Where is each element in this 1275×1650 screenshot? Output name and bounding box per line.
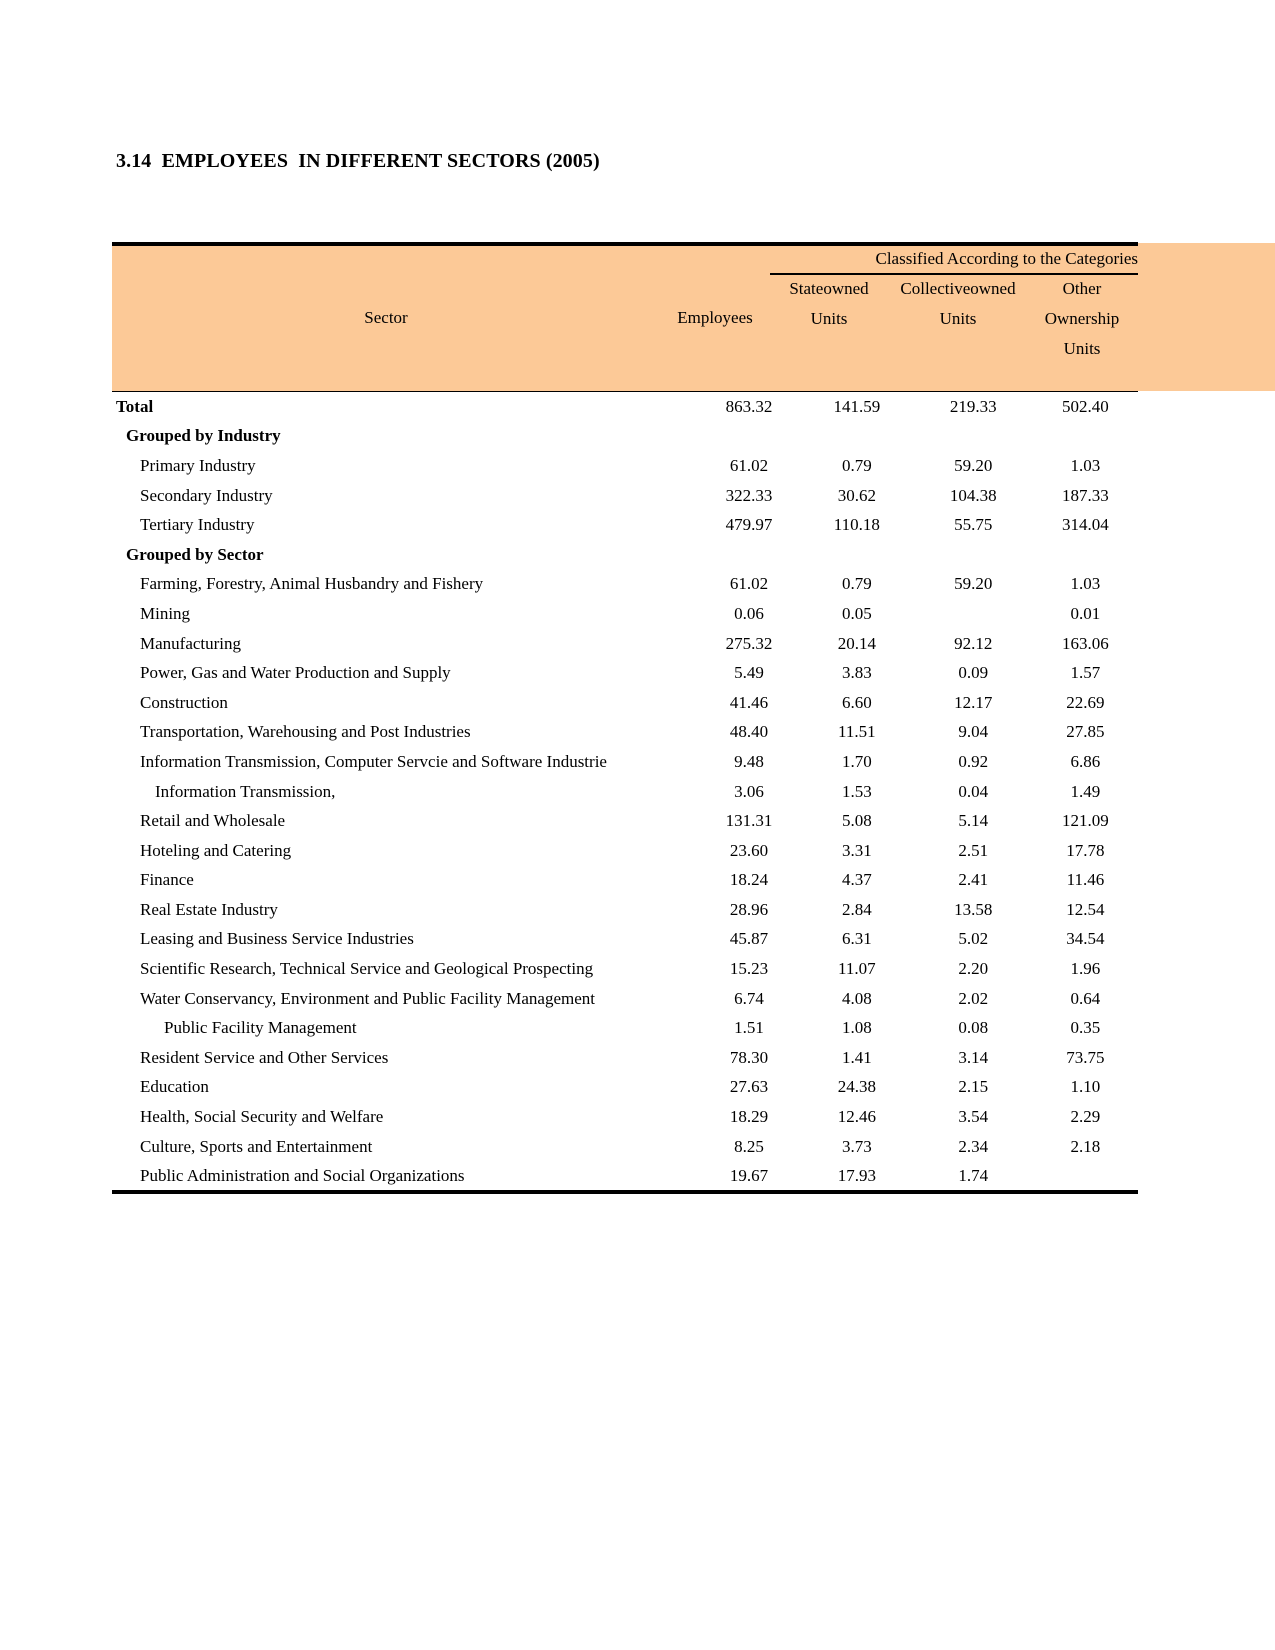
employees-cell: 19.67 [729, 1166, 769, 1186]
stateowned-cell: 0.05 [841, 603, 872, 623]
stateowned-header-line: Units [810, 309, 848, 328]
collectiveowned-cell [914, 540, 1033, 570]
stateowned-cell: 2.84 [841, 899, 872, 919]
collectiveowned-cell: 55.75 [954, 515, 993, 535]
stateowned-column-header [764, 274, 894, 334]
other-ownership-cell [1033, 540, 1138, 570]
employees-cell: 322.33 [725, 485, 773, 505]
sector-label: Public Administration and Social Organizations [140, 1166, 465, 1186]
employees-cell: 41.46 [729, 692, 769, 712]
collectiveowned-cell [914, 599, 1033, 629]
sector-label: Manufacturing [140, 633, 242, 653]
stateowned-cell: 1.53 [841, 781, 872, 801]
table-row [112, 747, 1138, 777]
employees-cell: 3.06 [734, 781, 764, 801]
stateowned-cell: 20.14 [837, 633, 876, 653]
employees-cell: 27.63 [729, 1077, 769, 1097]
employees-cell: 18.29 [729, 1107, 769, 1127]
sector-label: Construction [140, 692, 228, 712]
stateowned-cell: 11.51 [838, 722, 876, 742]
employees-cell: 23.60 [729, 840, 769, 860]
collectiveowned-cell [914, 422, 1033, 452]
other-ownership-cell [1033, 1161, 1138, 1191]
other-ownership-cell: 187.33 [1062, 485, 1109, 505]
employees-cell: 15.23 [729, 959, 769, 979]
stateowned-cell [800, 540, 914, 570]
sector-label: Real Estate Industry [140, 899, 278, 919]
sector-label: Farming, Forestry, Animal Husbandry and Fishery [140, 574, 484, 594]
other-ownership-cell: 2.18 [1070, 1136, 1101, 1156]
table-row [112, 954, 1138, 984]
employees-cell: 45.87 [729, 929, 769, 949]
table-row [112, 895, 1138, 925]
stateowned-cell: 110.18 [833, 515, 880, 535]
other-ownership-cell: 11.46 [1066, 870, 1105, 890]
sector-column-header: Sector [364, 308, 408, 327]
stateowned-cell: 3.73 [841, 1136, 872, 1156]
collectiveowned-cell: 0.09 [958, 663, 989, 683]
other-ownership-cell: 502.40 [1062, 396, 1109, 416]
collectiveowned-cell: 1.74 [958, 1166, 989, 1186]
table-row [112, 836, 1138, 866]
collectiveowned-cell: 0.92 [958, 751, 989, 771]
table-row [112, 1102, 1138, 1132]
sector-label: Public Facility Management [164, 1018, 357, 1038]
employees-cell: 1.51 [734, 1018, 764, 1038]
sector-label: Total [116, 396, 154, 416]
sector-label: Grouped by Sector [126, 544, 264, 564]
sector-label: Secondary Industry [140, 485, 273, 505]
sector-label: Water Conservancy, Environment and Public Facility Management [140, 988, 595, 1008]
sector-label: Information Transmission, Computer Servcie and Software Industrie [140, 751, 607, 771]
other-ownership-cell: 1.49 [1070, 781, 1101, 801]
table-row [112, 777, 1138, 807]
sector-label: Leasing and Business Service Industries [140, 929, 414, 949]
table-row [112, 510, 1138, 540]
sector-label: Primary Industry [140, 455, 256, 475]
table-row [112, 1013, 1138, 1043]
other-ownership-cell: 6.86 [1070, 751, 1101, 771]
sector-label: Health, Social Security and Welfare [140, 1107, 384, 1127]
stateowned-cell: 17.93 [837, 1166, 876, 1186]
collectiveowned-cell: 104.38 [949, 485, 997, 505]
other-ownership-cell: 1.03 [1070, 455, 1101, 475]
employees-cell: 28.96 [729, 899, 769, 919]
table-row [112, 688, 1138, 718]
employees-cell: 6.74 [734, 988, 764, 1008]
employees-cell: 131.31 [725, 811, 773, 831]
sector-label: Mining [140, 603, 191, 623]
other-ownership-cell: 1.03 [1070, 574, 1101, 594]
table-row [112, 451, 1138, 481]
table-row [112, 570, 1138, 600]
other-ownership-cell: 1.57 [1070, 663, 1101, 683]
sector-label: Education [140, 1077, 209, 1097]
other-ownership-cell: 2.29 [1070, 1107, 1101, 1127]
employees-cell: 78.30 [729, 1047, 769, 1067]
table-row [112, 1043, 1138, 1073]
stateowned-cell: 11.07 [838, 959, 876, 979]
table-row [112, 658, 1138, 688]
other-ownership-cell: 163.06 [1062, 633, 1109, 653]
stateowned-cell: 5.08 [841, 811, 872, 831]
employees-cell: 8.25 [734, 1136, 764, 1156]
employees-cell [698, 540, 800, 570]
table-row [112, 599, 1138, 629]
other-ownership-cell: 73.75 [1066, 1047, 1105, 1067]
page-title: 3.14 EMPLOYEES IN DIFFERENT SECTORS (2005) [116, 150, 600, 172]
table-row [112, 392, 1138, 422]
table-row [112, 422, 1138, 452]
sector-label: Finance [140, 870, 194, 890]
employees-cell [698, 422, 800, 452]
employees-cell: 275.32 [725, 633, 773, 653]
collectiveowned-cell: 3.14 [958, 1047, 989, 1067]
other-ownership-cell: 27.85 [1066, 722, 1105, 742]
other-ownership-header-line: Units [1063, 339, 1101, 358]
other-ownership-cell: 12.54 [1066, 899, 1105, 919]
collectiveowned-cell: 59.20 [954, 455, 993, 475]
other-ownership-column-header [1023, 274, 1141, 364]
collectiveowned-cell: 2.41 [958, 870, 989, 890]
stateowned-cell: 1.41 [841, 1047, 872, 1067]
other-ownership-cell [1033, 422, 1138, 452]
sector-label: Hoteling and Catering [140, 840, 292, 860]
collectiveowned-cell: 12.17 [954, 692, 993, 712]
employees-cell: 5.49 [734, 663, 764, 683]
stateowned-cell: 3.31 [841, 840, 872, 860]
stateowned-cell: 3.83 [841, 663, 872, 683]
table-row [112, 984, 1138, 1014]
collectiveowned-header-line: Units [939, 309, 977, 328]
sector-label: Retail and Wholesale [140, 811, 286, 831]
collectiveowned-cell: 2.15 [958, 1077, 989, 1097]
employees-column-header: Employees [677, 308, 753, 327]
stateowned-cell: 12.46 [837, 1107, 876, 1127]
table-row [112, 1132, 1138, 1162]
stateowned-cell: 6.60 [841, 692, 872, 712]
sector-label: Transportation, Warehousing and Post Industries [140, 722, 471, 742]
sector-label: Grouped by Industry [126, 426, 281, 446]
collectiveowned-cell: 5.02 [958, 929, 989, 949]
other-ownership-cell: 0.35 [1070, 1018, 1101, 1038]
collectiveowned-cell: 9.04 [958, 722, 989, 742]
collectiveowned-cell: 0.04 [958, 781, 989, 801]
table-row [112, 540, 1138, 570]
collectiveowned-cell: 5.14 [958, 811, 989, 831]
sector-label: Information Transmission, [155, 781, 336, 801]
sector-label: Resident Service and Other Services [140, 1047, 389, 1067]
other-ownership-cell: 314.04 [1062, 515, 1109, 535]
other-ownership-cell: 0.64 [1070, 988, 1101, 1008]
table-row [112, 629, 1138, 659]
sector-label: Tertiary Industry [140, 515, 255, 535]
stateowned-cell: 0.79 [841, 574, 872, 594]
table-row [112, 866, 1138, 896]
other-ownership-cell: 17.78 [1066, 840, 1105, 860]
employees-cell: 61.02 [729, 574, 769, 594]
collectiveowned-cell: 2.34 [958, 1136, 989, 1156]
table-row [112, 1161, 1138, 1191]
sector-label: Scientific Research, Technical Service and Geological Prospecting [140, 959, 594, 979]
stateowned-cell: 0.79 [841, 455, 872, 475]
collectiveowned-cell: 2.51 [958, 840, 989, 860]
stateowned-cell: 6.31 [841, 929, 872, 949]
stateowned-cell: 30.62 [837, 485, 876, 505]
collectiveowned-cell: 59.20 [954, 574, 993, 594]
table-row [112, 806, 1138, 836]
other-ownership-cell: 121.09 [1062, 811, 1109, 831]
other-ownership-cell: 1.96 [1070, 959, 1101, 979]
collectiveowned-cell: 2.02 [958, 988, 989, 1008]
sector-label: Culture, Sports and Entertainment [140, 1136, 373, 1156]
employees-cell: 0.06 [734, 603, 764, 623]
stateowned-cell: 1.70 [841, 751, 872, 771]
stateowned-cell: 4.08 [841, 988, 872, 1008]
stateowned-cell: 4.37 [841, 870, 872, 890]
collectiveowned-cell: 92.12 [954, 633, 993, 653]
collectiveowned-cell: 13.58 [954, 899, 993, 919]
other-ownership-cell: 0.01 [1070, 603, 1101, 623]
stateowned-header-line: Stateowned [789, 279, 869, 298]
other-ownership-header-line: Ownership [1044, 309, 1120, 328]
table-row [112, 1073, 1138, 1103]
employees-cell: 48.40 [729, 722, 769, 742]
employees-cell: 479.97 [725, 515, 773, 535]
collectiveowned-header-line: Collectiveowned [900, 279, 1016, 298]
collectiveowned-cell: 2.20 [958, 959, 989, 979]
stateowned-cell: 24.38 [837, 1077, 876, 1097]
table-row [112, 925, 1138, 955]
employees-cell: 18.24 [729, 870, 769, 890]
other-ownership-cell: 1.10 [1070, 1077, 1101, 1097]
employees-cell: 863.32 [725, 396, 773, 416]
table-body [112, 392, 1138, 1191]
sector-label: Power, Gas and Water Production and Supply [140, 663, 451, 683]
stateowned-cell [800, 422, 914, 452]
stateowned-cell: 1.08 [841, 1018, 872, 1038]
other-ownership-cell: 22.69 [1066, 692, 1105, 712]
stateowned-cell: 141.59 [833, 396, 881, 416]
collectiveowned-cell: 219.33 [949, 396, 997, 416]
employees-cell: 61.02 [729, 455, 769, 475]
other-ownership-cell: 34.54 [1066, 929, 1105, 949]
employees-table [112, 392, 1138, 1191]
category-group-header: Classified According to the Categories [875, 249, 1138, 268]
employees-cell: 9.48 [734, 751, 764, 771]
collectiveowned-cell: 3.54 [958, 1107, 989, 1127]
collectiveowned-column-header [893, 274, 1023, 334]
other-ownership-header-line: Other [1062, 279, 1102, 298]
table-row [112, 718, 1138, 748]
table-row [112, 481, 1138, 511]
collectiveowned-cell: 0.08 [958, 1018, 989, 1038]
table-bottom-rule [112, 1190, 1138, 1194]
